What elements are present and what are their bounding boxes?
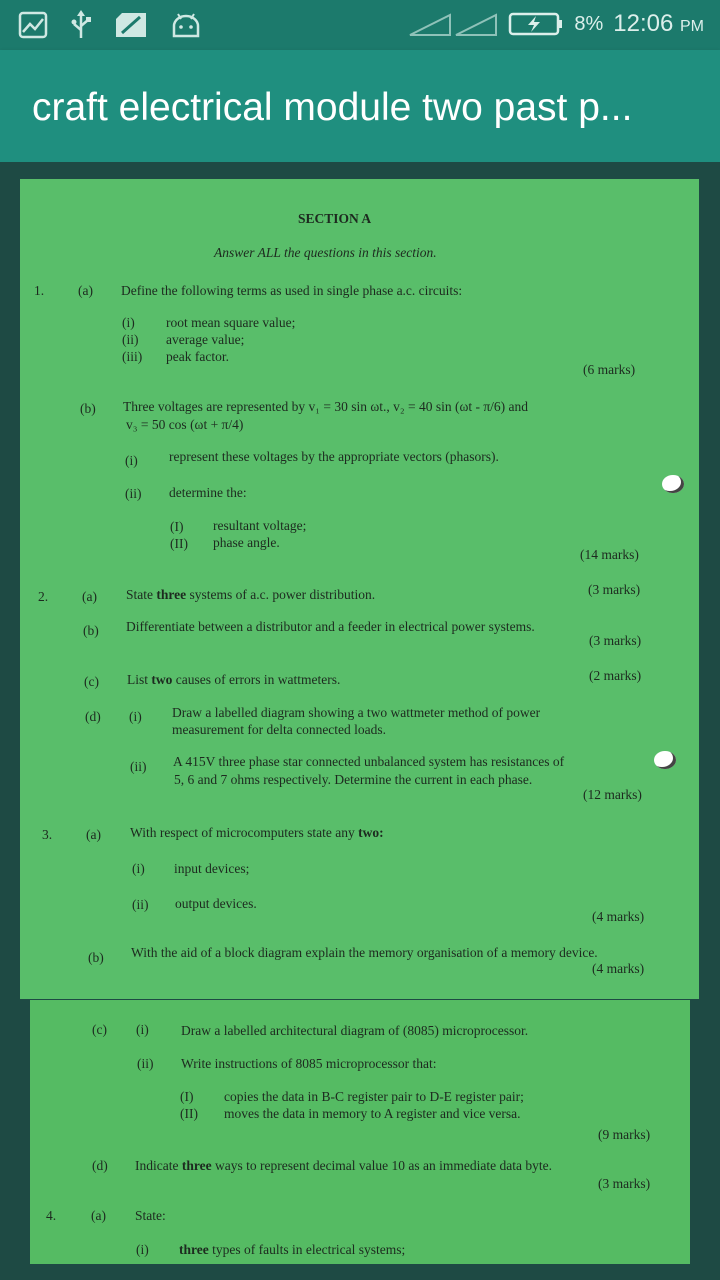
text-segment: State (126, 587, 157, 602)
question-text (135, 1158, 552, 1174)
battery-charging-icon (508, 11, 564, 37)
section-instructions: Answer ALL the questions in this section. (214, 245, 437, 260)
clock-ampm: PM (680, 18, 704, 35)
item-text: A 415V three phase star connected unbalanced system has resistances of (173, 754, 565, 769)
text-segment: List (127, 672, 152, 687)
item-text: Draw a labelled diagram showing a two wattmeter method of power (172, 705, 541, 720)
question-number: 3. (42, 827, 53, 842)
marks: (14 marks) (580, 547, 639, 562)
item-text: peak factor. (166, 349, 229, 364)
emphasis: two (151, 672, 173, 687)
item-label: (ii) (122, 332, 139, 347)
item-label: (iii) (122, 349, 143, 364)
document-page-2 (30, 1000, 690, 1264)
item-label: (i) (136, 1022, 149, 1037)
part-label: (c) (92, 1022, 107, 1037)
status-bar (0, 0, 720, 50)
part-label: (d) (92, 1158, 108, 1173)
part-label: (b) (83, 623, 99, 638)
section-title: SECTION A (298, 211, 372, 226)
part-label: (a) (78, 283, 93, 298)
question-text (127, 672, 340, 688)
document-viewer[interactable] (0, 162, 720, 1280)
marks: (3 marks) (588, 582, 641, 597)
part-label: (d) (85, 709, 101, 724)
page-title: craft electrical module two past p... (32, 86, 633, 129)
text-segment: ways to represent decimal value 10 as an immediate data byte. (211, 1158, 552, 1173)
item-text: average value; (166, 332, 245, 347)
emphasis: three (179, 1242, 209, 1257)
question-text: Define the following terms as used in single phase a.c. circuits: (121, 283, 463, 298)
text-segment: types of faults in electrical systems; (208, 1242, 406, 1257)
item-label: (i) (125, 453, 138, 468)
signal-icon (408, 11, 498, 37)
punch-hole (654, 751, 676, 769)
item-text (179, 1242, 405, 1258)
question-text: With the aid of a block diagram explain the memory organisation of a memory device. (131, 945, 598, 960)
item-text: resultant voltage; (213, 518, 307, 533)
item-label: (i) (129, 709, 142, 724)
question-text: Three voltages are represented by v₁ = 30 sin ωt., v₂ = 40 sin (ωt - π/6) and (123, 399, 528, 414)
item-label: (ii) (125, 486, 142, 501)
item-label: (II) (180, 1106, 198, 1121)
item-label: (ii) (137, 1056, 154, 1071)
document-page-1 (20, 179, 699, 999)
item-label: (ii) (132, 897, 149, 912)
emphasis: three (156, 587, 187, 602)
marks: (2 marks) (589, 668, 642, 683)
app-bar (0, 50, 720, 162)
marks: (12 marks) (583, 787, 642, 802)
question-text: State: (135, 1208, 166, 1223)
usb-icon (70, 10, 92, 40)
question-text: Differentiate between a distributor and a feeder in electrical power systems. (126, 619, 535, 634)
part-label: (b) (80, 401, 96, 416)
emphasis: two: (358, 825, 384, 840)
clock (613, 10, 704, 38)
text-segment: causes of errors in wattmeters. (172, 672, 341, 687)
item-text: moves the data in memory to A register and vice versa. (224, 1106, 521, 1121)
question-text (130, 825, 384, 841)
item-label: (i) (122, 315, 135, 330)
question-number: 4. (46, 1208, 57, 1223)
notification-icons (18, 10, 202, 40)
question-text (126, 587, 375, 603)
text-segment: Indicate (135, 1158, 182, 1173)
item-label: (I) (180, 1089, 194, 1104)
item-text: determine the: (169, 485, 247, 500)
marks: (3 marks) (589, 633, 642, 648)
item-label: (I) (170, 519, 184, 534)
item-text: root mean square value; (166, 315, 296, 330)
part-label: (b) (88, 950, 104, 965)
battery-percent: 8% (574, 12, 604, 35)
item-text: measurement for delta connected loads. (172, 722, 387, 737)
text-segment: systems of a.c. power distribution. (186, 587, 376, 602)
question-text: v₃ = 50 cos (ωt + π/4) (126, 417, 244, 432)
part-label: (a) (82, 589, 97, 604)
item-label: (II) (170, 536, 188, 551)
marks: (6 marks) (583, 362, 636, 377)
item-text: represent these voltages by the appropriate vectors (phasors). (169, 449, 499, 464)
marks: (4 marks) (592, 909, 645, 924)
item-text: Write instructions of 8085 microprocessor that: (181, 1056, 437, 1071)
android-debug-icon (170, 12, 202, 38)
item-text: input devices; (174, 861, 250, 876)
item-text: phase angle. (213, 535, 280, 550)
item-text: copies the data in B-C register pair to D-E register pair; (224, 1089, 524, 1104)
item-text: 5, 6 and 7 ohms respectively. Determine the current in each phase. (174, 772, 533, 787)
item-label: (ii) (130, 759, 147, 774)
text-segment: With respect of microcomputers state any (130, 825, 359, 840)
marks: (4 marks) (592, 961, 645, 976)
item-text: Draw a labelled architectural diagram of (8085) microprocessor. (181, 1023, 529, 1038)
system-status (408, 10, 704, 38)
gallery-icon (18, 11, 48, 39)
question-number: 1. (34, 283, 45, 298)
marks: (3 marks) (598, 1176, 651, 1191)
question-number: 2. (38, 589, 49, 604)
sd-card-icon (114, 11, 148, 39)
part-label: (a) (86, 827, 101, 842)
part-label: (a) (91, 1208, 106, 1223)
item-label: (i) (132, 861, 145, 876)
clock-time: 12:06 (613, 10, 674, 37)
item-label: (i) (136, 1242, 149, 1257)
punch-hole (662, 475, 684, 493)
part-label: (c) (84, 674, 99, 689)
item-text: output devices. (175, 896, 257, 911)
emphasis: three (181, 1158, 212, 1173)
marks: (9 marks) (598, 1127, 651, 1142)
